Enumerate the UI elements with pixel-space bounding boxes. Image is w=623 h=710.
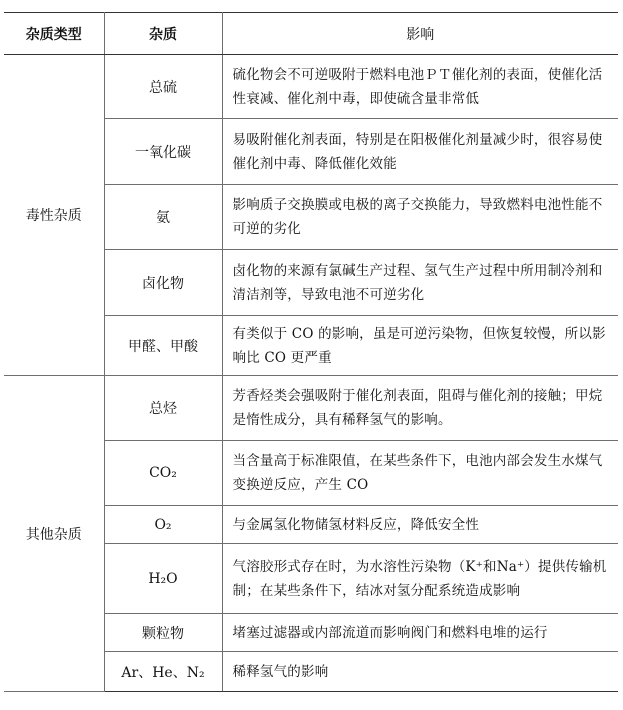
effect-cell: 卤化物的来源有氯碱生产过程、氢气生产过程中所用制冷剂和清洁剂等，导致电池不可逆劣化 — [222, 250, 618, 316]
effect-cell: 与金属氢化物储氢材料反应，降低安全性 — [222, 506, 618, 544]
effect-cell: 当含量高于标准限值，在某些条件下，电池内部会发生水煤气变换逆反应，产生 CO — [222, 441, 618, 506]
impurity-cell: 总硫 — [104, 55, 222, 119]
effect-cell: 堵塞过滤器或内部流道而影响阀门和燃料电堆的运行 — [222, 614, 618, 652]
table-row — [4, 55, 618, 119]
effect-cell: 影响质子交换膜或电极的离子交换能力，导致燃料电池性能不可逆的劣化 — [222, 185, 618, 250]
impurity-cell: 总烃 — [104, 376, 222, 441]
impurity-cell: 颗粒物 — [104, 614, 222, 652]
impurity-cell: 卤化物 — [104, 250, 222, 316]
effect-cell: 气溶胶形式存在时，为水溶性污染物（K⁺和Na⁺）提供传输机制；在某些条件下，结冰对氢分配系统造成影响 — [222, 544, 618, 614]
impurity-cell: O₂ — [104, 506, 222, 544]
effect-cell: 稀释氢气的影响 — [222, 652, 618, 692]
effect-cell: 芳香烃类会强吸附于催化剂表面，阻碍与催化剂的接触；甲烷是惰性成分，具有稀释氢气的影响。 — [222, 376, 618, 441]
effect-cell: 有类似于 CO 的影响，虽是可逆污染物，但恢复较慢，所以影响比 CO 更严重 — [222, 316, 618, 376]
header-category: 杂质类型 — [4, 13, 104, 55]
impurity-cell: 氨 — [104, 185, 222, 250]
impurity-cell: Ar、He、N₂ — [104, 652, 222, 692]
impurity-cell: CO₂ — [104, 441, 222, 506]
table-row — [4, 376, 618, 441]
effect-cell: 硫化物会不可逆吸附于燃料电池ＰＴ催化剂的表面，使催化活性衰减、催化剂中毒，即使硫含量非常低 — [222, 55, 618, 119]
header-impurity: 杂质 — [104, 13, 222, 55]
impurity-table — [4, 12, 618, 692]
category-cell: 毒性杂质 — [4, 55, 104, 376]
category-cell: 其他杂质 — [4, 376, 104, 692]
header-effect: 影响 — [222, 13, 618, 55]
impurity-cell: 甲醛、甲酸 — [104, 316, 222, 376]
impurity-table-page — [4, 12, 618, 692]
table-header-row — [4, 13, 618, 55]
effect-cell: 易吸附催化剂表面，特别是在阳极催化剂量减少时，很容易使催化剂中毒、降低催化效能 — [222, 119, 618, 185]
impurity-cell: H₂O — [104, 544, 222, 614]
impurity-cell: 一氧化碳 — [104, 119, 222, 185]
